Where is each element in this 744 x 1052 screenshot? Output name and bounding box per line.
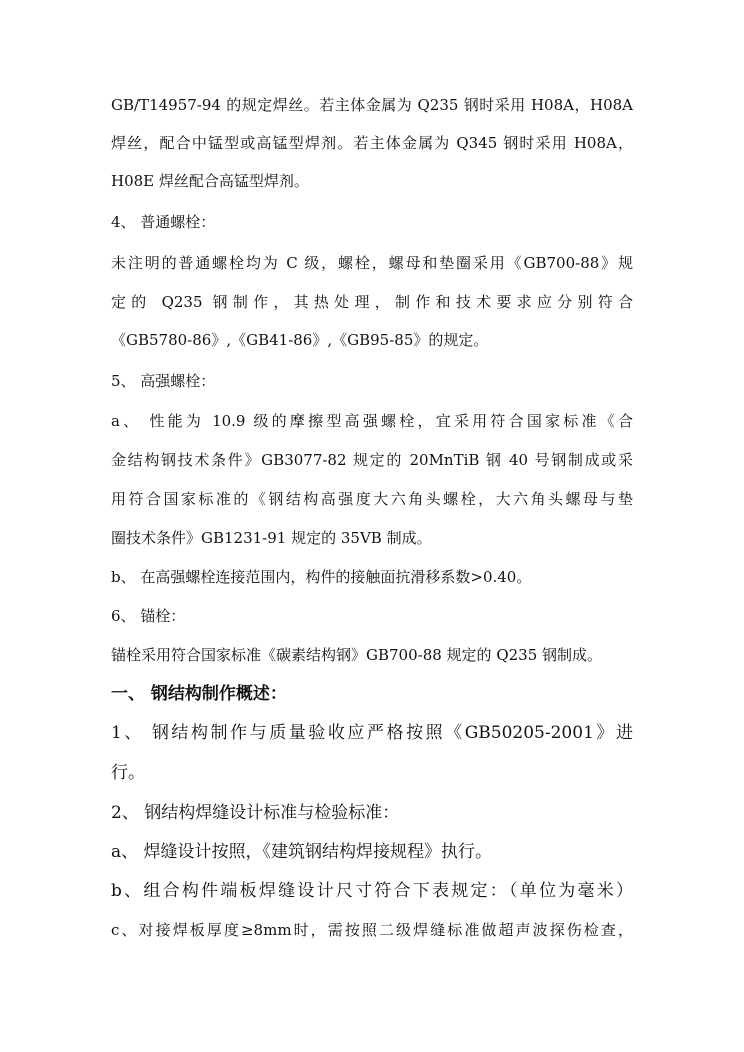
paragraph-line: 1、 钢结构制作与质量验收应严格按照《GB50205-2001》进 <box>111 723 633 743</box>
section-heading-2: 2、 钢结构焊缝设计标准与检验标准： <box>111 803 400 823</box>
paragraph-line: 焊丝，配合中锰型或高锰型焊剂。若主体金属为 Q345 钢时采用 H08A， <box>111 134 633 152</box>
paragraph-line: GB/T14957-94 的规定焊丝。若主体金属为 Q235 钢时采用 H08A，H08A <box>111 96 633 114</box>
section-heading-5: 5、 高强螺栓： <box>111 372 216 390</box>
section-heading-6: 6、 锚栓： <box>111 607 186 625</box>
paragraph-line: 用符合国家标准的《钢结构高强度大六角头螺栓，大六角头螺母与垫 <box>111 490 633 508</box>
paragraph-line: 未注明的普通螺栓均为 C 级，螺栓，螺母和垫圈采用《GB700-88》规 <box>111 254 633 272</box>
paragraph-line: 定的 Q235 钢制作，其热处理，制作和技术要求应分别符合 <box>111 293 633 311</box>
paragraph-line: 圈技术条件》GB1231-91 规定的 35VB 制成。 <box>111 529 432 547</box>
chapter-heading: 一、 钢结构制作概述： <box>111 684 287 704</box>
paragraph-line: a、 焊缝设计按照，《建筑钢结构焊接规程》执行。 <box>111 842 493 862</box>
paragraph-line: b、组合构件端板焊缝设计尺寸符合下表规定：（单位为毫米） <box>111 881 633 901</box>
section-heading-4: 4、 普通螺栓： <box>111 213 216 231</box>
paragraph-line: 行。 <box>111 763 145 783</box>
paragraph-line: 金结构钢技术条件》GB3077-82 规定的 20MnTiB 钢 40 号钢制成或采 <box>111 451 633 469</box>
paragraph-line: 《GB5780-86》,《GB41-86》,《GB95-85》的规定。 <box>111 331 489 349</box>
paragraph-line: c、对接焊板厚度≥8mm时，需按照二级焊缝标准做超声波探伤检查， <box>111 921 633 939</box>
paragraph-line: a、 性能为 10.9 级的摩擦型高强螺栓，宜采用符合国家标准《合 <box>111 412 633 430</box>
paragraph-line: b、 在高强螺栓连接范围内，构件的接触面抗滑移系数>0.40。 <box>111 568 532 586</box>
paragraph-line: 锚栓采用符合国家标准《碳素结构钢》GB700-88 规定的 Q235 钢制成。 <box>111 646 603 664</box>
paragraph-line: H08E 焊丝配合高锰型焊剂。 <box>111 172 309 190</box>
